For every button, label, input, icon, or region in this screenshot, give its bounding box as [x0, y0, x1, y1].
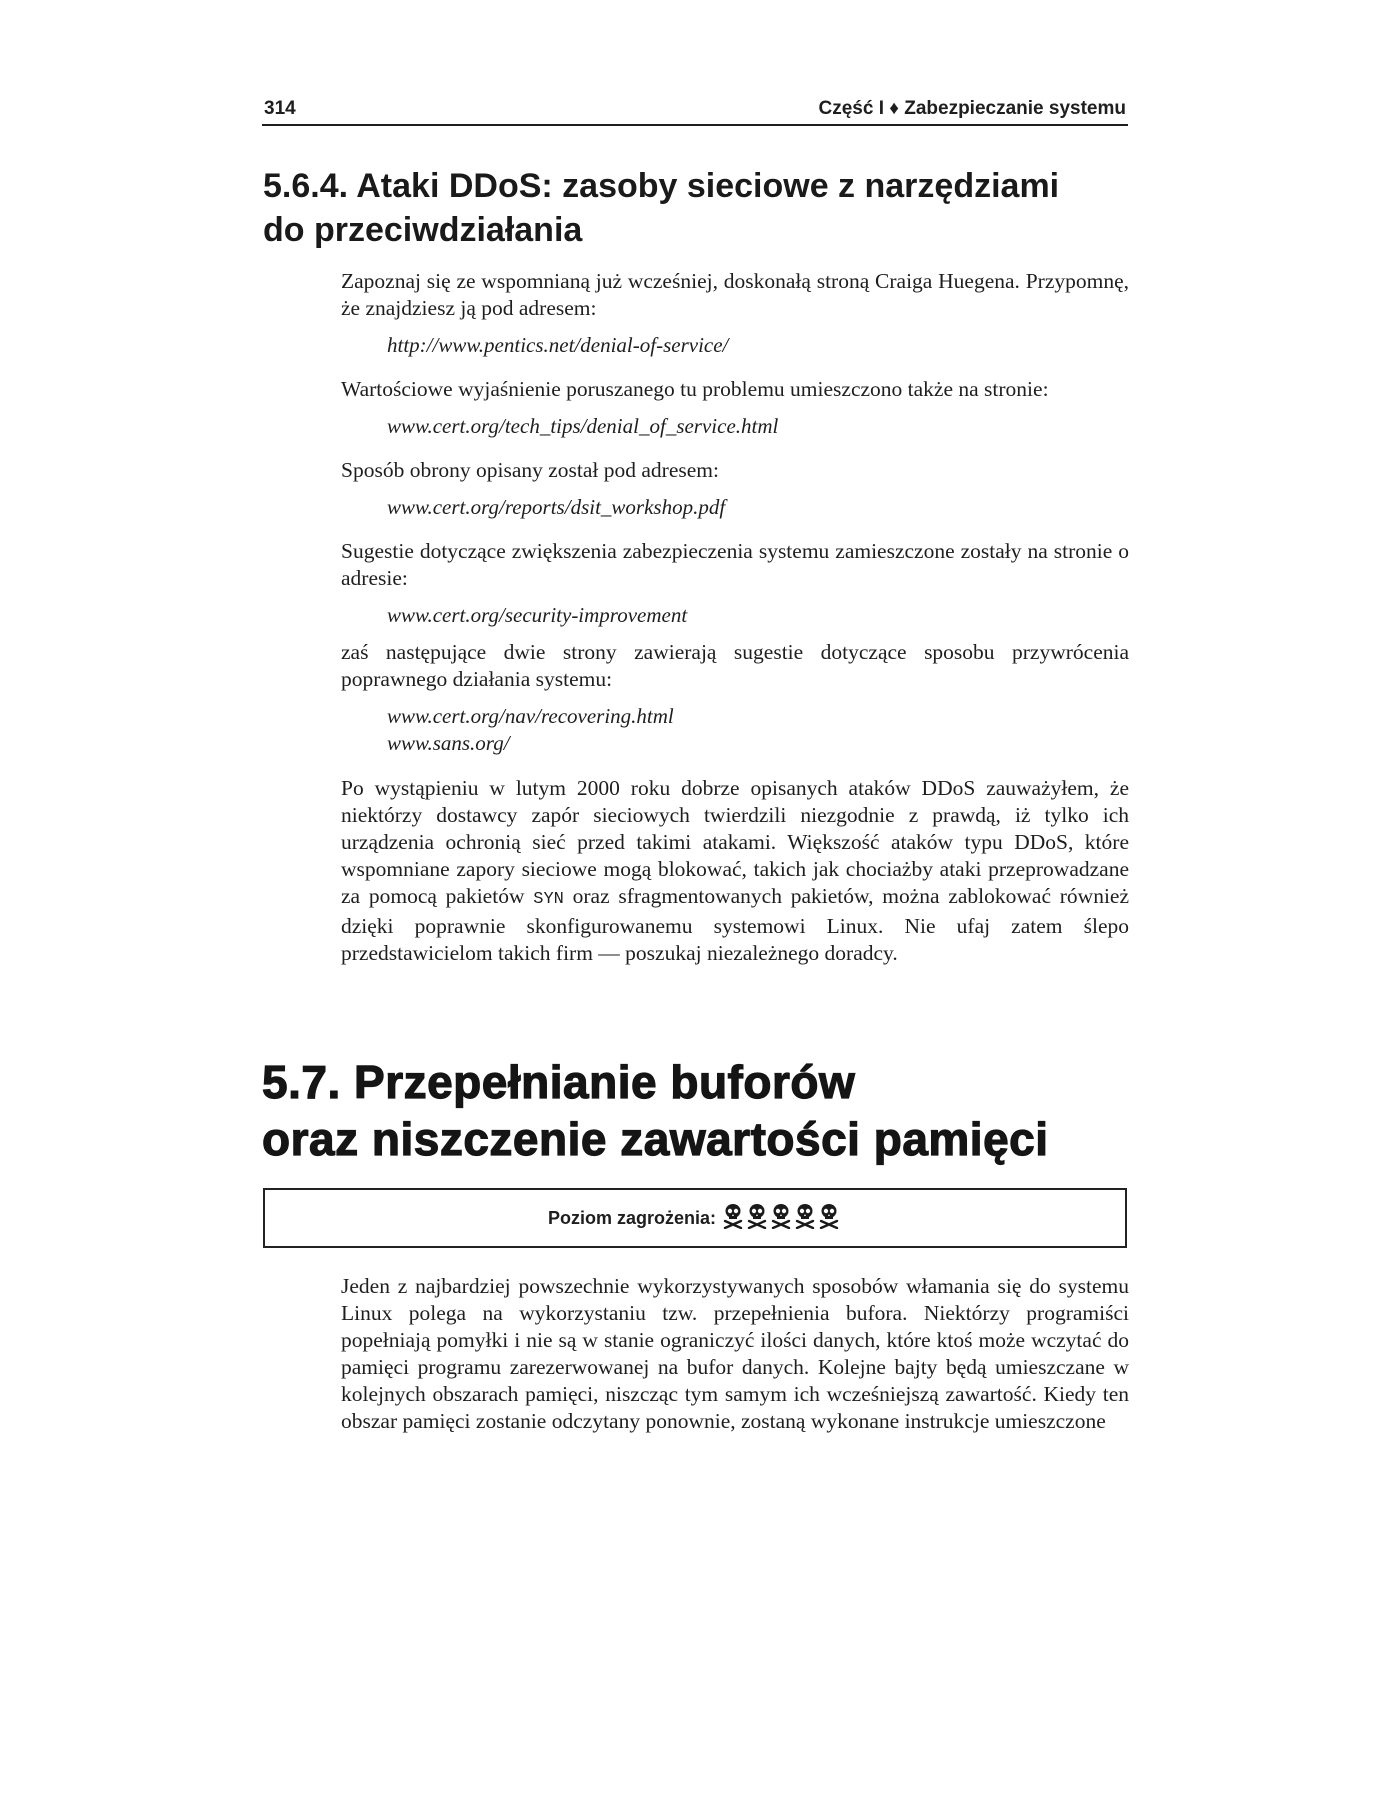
threat-level-rating — [722, 1203, 842, 1234]
skull-crossbones-icon — [794, 1203, 816, 1229]
url-text: www.sans.org/ — [387, 731, 510, 755]
section-5-6-4-body — [341, 268, 1129, 967]
chapter-heading-line-1: 5.7. Przepełnianie buforów — [262, 1056, 856, 1108]
skull-crossbones-icon — [770, 1203, 792, 1229]
running-header — [262, 96, 1128, 126]
chapter-heading-line-2: oraz niszczenie zawartości pamięci — [262, 1113, 1049, 1165]
url-text: www.cert.org/nav/recovering.html — [387, 704, 674, 728]
paragraph: Sugestie dotyczące zwiększenia zabezpieczenia systemu zamieszczone zostały na stronie o adresie: — [341, 539, 1129, 590]
url-text: www.cert.org/reports/dsit_workshop.pdf — [387, 495, 726, 519]
threat-level-box — [263, 1188, 1127, 1248]
skull-crossbones-icon — [746, 1203, 768, 1229]
paragraph: Wartościowe wyjaśnienie poruszanego tu problemu umieszczono także na stronie: — [341, 377, 1049, 401]
section-5-7-body — [341, 1273, 1129, 1435]
section-heading-5-6-4 — [263, 164, 1143, 252]
chapter-heading-5-7 — [262, 1054, 1142, 1168]
url-text: http://www.pentics.net/denial-of-service/ — [387, 333, 729, 357]
inline-code: SYN — [533, 890, 564, 909]
paragraph: zaś następujące dwie strony zawierają sugestie dotyczące sposobu przywrócenia poprawnego działania systemu: — [341, 640, 1129, 691]
paragraph: Sposób obrony opisany został pod adresem: — [341, 458, 719, 482]
paragraph: Zapoznaj się ze wspomnianą już wcześniej, doskonałą stroną Craiga Huegena. Przypomnę, że znajdziesz ją pod adresem: — [341, 269, 1129, 320]
section-heading-line-2: do przeciwdziałania — [263, 211, 583, 249]
page-number: 314 — [264, 98, 296, 119]
skull-crossbones-icon — [722, 1203, 744, 1229]
skull-crossbones-icon — [818, 1203, 840, 1229]
section-heading-line-1: 5.6.4. Ataki DDoS: zasoby sieciowe z narzędziami — [263, 167, 1060, 205]
paragraph-text: oraz sfragmentowanych pakietów, można zablokować również dzięki poprawnie skonfigurowanemu systemowi Linux. Nie ufaj zatem ślepo przedstawicielom takich firm — poszukaj niezależnego doradcy. — [341, 884, 1130, 965]
paragraph — [341, 775, 1129, 967]
paragraph: Jeden z najbardziej powszechnie wykorzystywanych sposobów włamania się do systemu Linux polega na wykorzystaniu tzw. przepełnienia bufora. Niektórzy programiści popełniają pomyłki i nie są w stanie ograniczyć ilości danych, które ktoś może wczytać do pamięci programu zarezerwowanej na bufor danych. Kolejne bajty będą umieszczane w kolejnych obszarach pamięci, niszcząc tym samym ich wcześniejszą zawartość. Kiedy ten obszar pamięci zostanie odczytany ponownie, zostaną wykonane instrukcje umieszczone — [341, 1274, 1129, 1433]
url-text: www.cert.org/tech_tips/denial_of_service.html — [387, 414, 779, 438]
paragraph-text: Po wystąpieniu w lutym 2000 roku dobrze opisanych ataków DDoS zauważyłem, że niektórzy dostawcy zapór sieciowych twierdzili niezgodnie z prawdą, iż tylko ich urządzenia ochronią sieć przed takimi atakami. Większość ataków typu DDoS, które wspomniane zapory sieciowe mogą blokować, takich jak chociażby ataki przeprowadzane za pomocą pakietów — [341, 776, 1129, 908]
running-title: Część I ♦ Zabezpieczanie systemu — [818, 98, 1126, 119]
threat-level-label: Poziom zagrożenia: — [547, 1207, 717, 1228]
url-text: www.cert.org/security-improvement — [387, 603, 688, 627]
